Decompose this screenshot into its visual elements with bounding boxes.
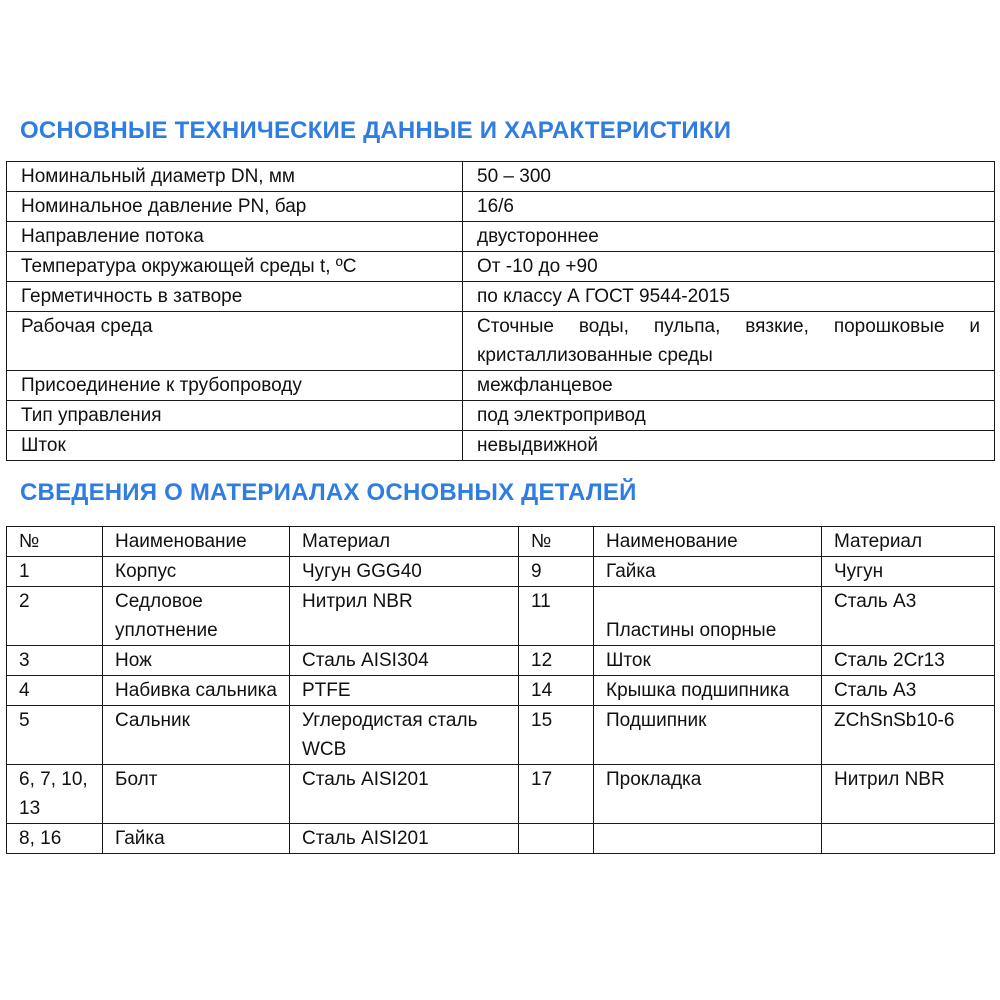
part-material: Сталь 2Cr13 (822, 646, 995, 676)
spec-value: Сточные воды, пульпа, вязкие, порошковые и кристаллизованные среды (463, 312, 995, 371)
part-num: 5 (7, 706, 103, 765)
part-name: Шток (594, 646, 822, 676)
part-name: Седловое уплотнение (103, 587, 290, 646)
header-name: Наименование (103, 527, 290, 557)
part-material: PTFE (290, 676, 519, 706)
table-row (7, 192, 995, 222)
spec-param: Шток (7, 431, 463, 461)
part-num: 9 (519, 557, 594, 587)
part-material: Сталь AISI201 (290, 765, 519, 824)
spec-param: Присоединение к трубопроводу (7, 371, 463, 401)
part-num: 8, 16 (7, 824, 103, 854)
spec-value: межфланцевое (463, 371, 995, 401)
part-material: Сталь AISI201 (290, 824, 519, 854)
part-material: Сталь А3 (822, 587, 995, 646)
part-name: Нож (103, 646, 290, 676)
table-row (7, 557, 995, 587)
table-row (7, 646, 995, 676)
part-num: 6, 7, 10, 13 (7, 765, 103, 824)
spec-param: Тип управления (7, 401, 463, 431)
part-num (519, 824, 594, 854)
spec-value: по классу А ГОСТ 9544-2015 (463, 282, 995, 312)
spec-param: Герметичность в затворе (7, 282, 463, 312)
header-name: Наименование (594, 527, 822, 557)
section-title-materials: СВЕДЕНИЯ О МАТЕРИАЛАХ ОСНОВНЫХ ДЕТАЛЕЙ (20, 479, 637, 506)
part-material: Чугун GGG40 (290, 557, 519, 587)
table-row (7, 587, 995, 646)
spec-param: Температура окружающей среды t, ºС (7, 252, 463, 282)
spec-value: От -10 до +90 (463, 252, 995, 282)
part-num: 17 (519, 765, 594, 824)
spec-param: Номинальный диаметр DN, мм (7, 162, 463, 192)
part-name: Корпус (103, 557, 290, 587)
header-num: № (7, 527, 103, 557)
table-row (7, 401, 995, 431)
part-name: Крышка подшипника (594, 676, 822, 706)
table-row (7, 162, 995, 192)
spec-value: под электропривод (463, 401, 995, 431)
part-name: Набивка сальника (103, 676, 290, 706)
spec-param: Направление потока (7, 222, 463, 252)
section-title-specs: ОСНОВНЫЕ ТЕХНИЧЕСКИЕ ДАННЫЕ И ХАРАКТЕРИСТИКИ (20, 117, 732, 144)
part-name (594, 824, 822, 854)
table-row (7, 824, 995, 854)
part-name: Гайка (594, 557, 822, 587)
header-num: № (519, 527, 594, 557)
part-material: Углеродистая сталь WCB (290, 706, 519, 765)
spec-param: Рабочая среда (7, 312, 463, 371)
spec-value: 50 – 300 (463, 162, 995, 192)
header-material: Материал (822, 527, 995, 557)
part-num: 14 (519, 676, 594, 706)
table-row (7, 676, 995, 706)
materials-table (6, 526, 995, 854)
table-row (7, 252, 995, 282)
table-row (7, 222, 995, 252)
part-name: Прокладка (594, 765, 822, 824)
table-row (7, 312, 995, 371)
part-num: 1 (7, 557, 103, 587)
spec-value: двустороннее (463, 222, 995, 252)
part-name: Пластины опорные (594, 587, 822, 646)
part-num: 4 (7, 676, 103, 706)
table-header-row (7, 527, 995, 557)
spec-value: невыдвижной (463, 431, 995, 461)
part-material: Сталь AISI304 (290, 646, 519, 676)
part-material: Сталь А3 (822, 676, 995, 706)
table-row (7, 431, 995, 461)
part-material: ZChSnSb10-6 (822, 706, 995, 765)
part-material (822, 824, 995, 854)
header-material: Материал (290, 527, 519, 557)
table-row (7, 765, 995, 824)
spec-param: Номинальное давление PN, бар (7, 192, 463, 222)
part-material: Нитрил NBR (290, 587, 519, 646)
part-num: 2 (7, 587, 103, 646)
part-num: 11 (519, 587, 594, 646)
part-num: 15 (519, 706, 594, 765)
spec-value: 16/6 (463, 192, 995, 222)
specs-table (6, 161, 995, 461)
part-name: Болт (103, 765, 290, 824)
part-name: Сальник (103, 706, 290, 765)
table-row (7, 282, 995, 312)
part-num: 12 (519, 646, 594, 676)
part-name: Гайка (103, 824, 290, 854)
part-name: Подшипник (594, 706, 822, 765)
table-row (7, 371, 995, 401)
part-num: 3 (7, 646, 103, 676)
table-row (7, 706, 995, 765)
part-material: Нитрил NBR (822, 765, 995, 824)
part-material: Чугун (822, 557, 995, 587)
